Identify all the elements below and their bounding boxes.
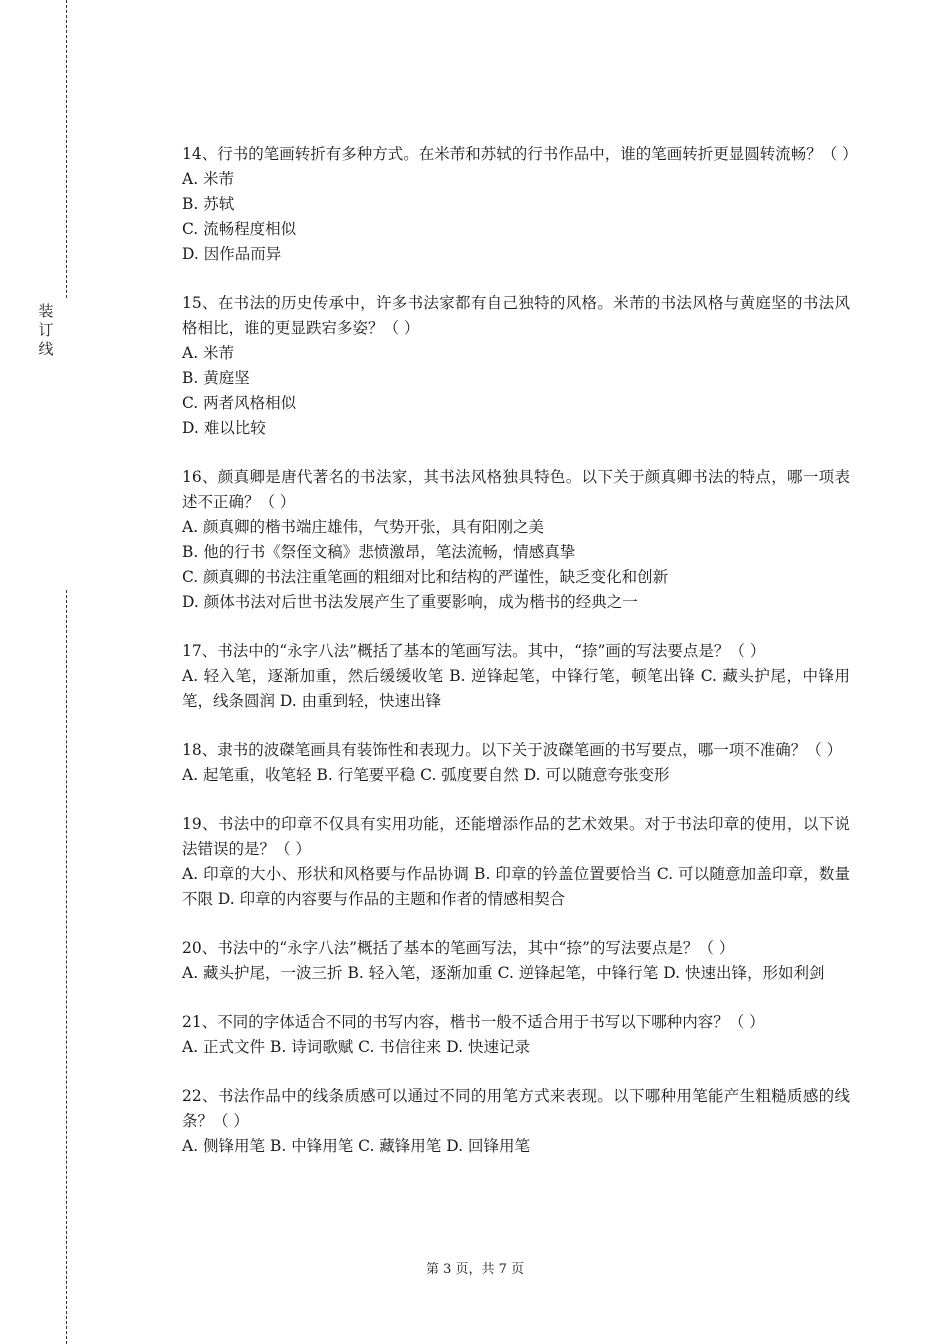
option-c: C. 两者风格相似: [182, 394, 297, 412]
binding-dashed-line-bottom: [66, 590, 67, 1344]
option-a: A. 米芾: [182, 344, 235, 362]
question-options: A. 轻入笔，逐渐加重，然后缓缓收笔 B. 逆锋起笔，中锋行笔，顿笔出锋 C. 藏头护尾，中锋用笔，线条圆润 D. 由重到轻，快速出锋: [182, 667, 850, 710]
question-options: A. 侧锋用笔 B. 中锋用笔 C. 藏锋用笔 D. 回锋用笔: [182, 1137, 530, 1155]
question-stem: 14、行书的笔画转折有多种方式。在米芾和苏轼的行书作品中，谁的笔画转折更显圆转流畅？（ ）: [182, 145, 858, 163]
question-options: A. 正式文件 B. 诗词歌赋 C. 书信往来 D. 快速记录: [182, 1038, 530, 1056]
option-d: D. 因作品而异: [182, 245, 282, 263]
option-b: B. 苏轼: [182, 195, 235, 213]
question-stem: 16、颜真卿是唐代著名的书法家，其书法风格独具特色。以下关于颜真卿书法的特点，哪一项表述不正确？（ ）: [182, 468, 850, 511]
question-stem: 22、书法作品中的线条质感可以通过不同的用笔方式来表现。以下哪种用笔能产生粗糙质感的线条？（ ）: [182, 1087, 850, 1130]
option-a: A. 米芾: [182, 170, 235, 188]
option-a: A. 颜真卿的楷书端庄雄伟，气势开张，具有阳刚之美: [182, 518, 545, 536]
binding-label-char: 订: [38, 321, 54, 339]
option-b: B. 黄庭坚: [182, 369, 250, 387]
question-list: [182, 142, 858, 1183]
page-number-footer: 第 3 页，共 7 页: [425, 1262, 525, 1277]
question-19: [182, 812, 850, 912]
question-stem: 15、在书法的历史传承中，许多书法家都有自己独特的风格。米芾的书法风格与黄庭坚的书法风格相比，谁的更显跌宕多姿？（ ）: [182, 294, 850, 337]
question-18: [182, 738, 850, 788]
binding-label-char: 装: [38, 302, 54, 320]
question-stem: 17、书法中的“永字八法”概括了基本的笔画写法。其中，“捺”画的写法要点是？（ ）: [182, 642, 766, 660]
question-15: [182, 291, 850, 441]
question-21: [182, 1010, 850, 1060]
binding-label-char: 线: [38, 340, 54, 358]
question-options: A. 起笔重，收笔轻 B. 行笔要平稳 C. 弧度要自然 D. 可以随意夸张变形: [182, 766, 670, 784]
option-d: D. 颜体书法对后世书法发展产生了重要影响，成为楷书的经典之一: [182, 593, 638, 611]
option-c: C. 颜真卿的书法注重笔画的粗细对比和结构的严谨性，缺乏变化和创新: [182, 568, 669, 586]
question-stem: 18、隶书的波磔笔画具有装饰性和表现力。以下关于波磔笔画的书写要点，哪一项不准确？（ ）: [182, 741, 843, 759]
question-14: [182, 142, 858, 267]
binding-dashed-line-top: [66, 0, 67, 298]
question-options: A. 印章的大小、形状和风格要与作品协调 B. 印章的钤盖位置要恰当 C. 可以随意加盖印章，数量不限 D. 印章的内容要与作品的主题和作者的情感相契合: [182, 865, 850, 908]
question-options: A. 藏头护尾，一波三折 B. 轻入笔，逐渐加重 C. 逆锋起笔，中锋行笔 D. 快速出锋，形如利剑: [182, 964, 825, 982]
binding-label: [36, 302, 56, 359]
question-stem: 21、不同的字体适合不同的书写内容，楷书一般不适合用于书写以下哪种内容？（ ）: [182, 1013, 765, 1031]
question-17: [182, 639, 850, 714]
question-stem: 19、书法中的印章不仅具有实用功能，还能增添作品的艺术效果。对于书法印章的使用，以下说法错误的是？（ ）: [182, 815, 850, 858]
question-16: [182, 465, 850, 615]
question-20: [182, 936, 850, 986]
option-c: C. 流畅程度相似: [182, 220, 297, 238]
question-stem: 20、书法中的“永字八法”概括了基本的笔画写法，其中“捺”的写法要点是？（ ）: [182, 939, 735, 957]
option-b: B. 他的行书《祭侄文稿》悲愤激昂，笔法流畅，情感真挚: [182, 543, 576, 561]
question-22: [182, 1084, 850, 1159]
option-d: D. 难以比较: [182, 419, 266, 437]
